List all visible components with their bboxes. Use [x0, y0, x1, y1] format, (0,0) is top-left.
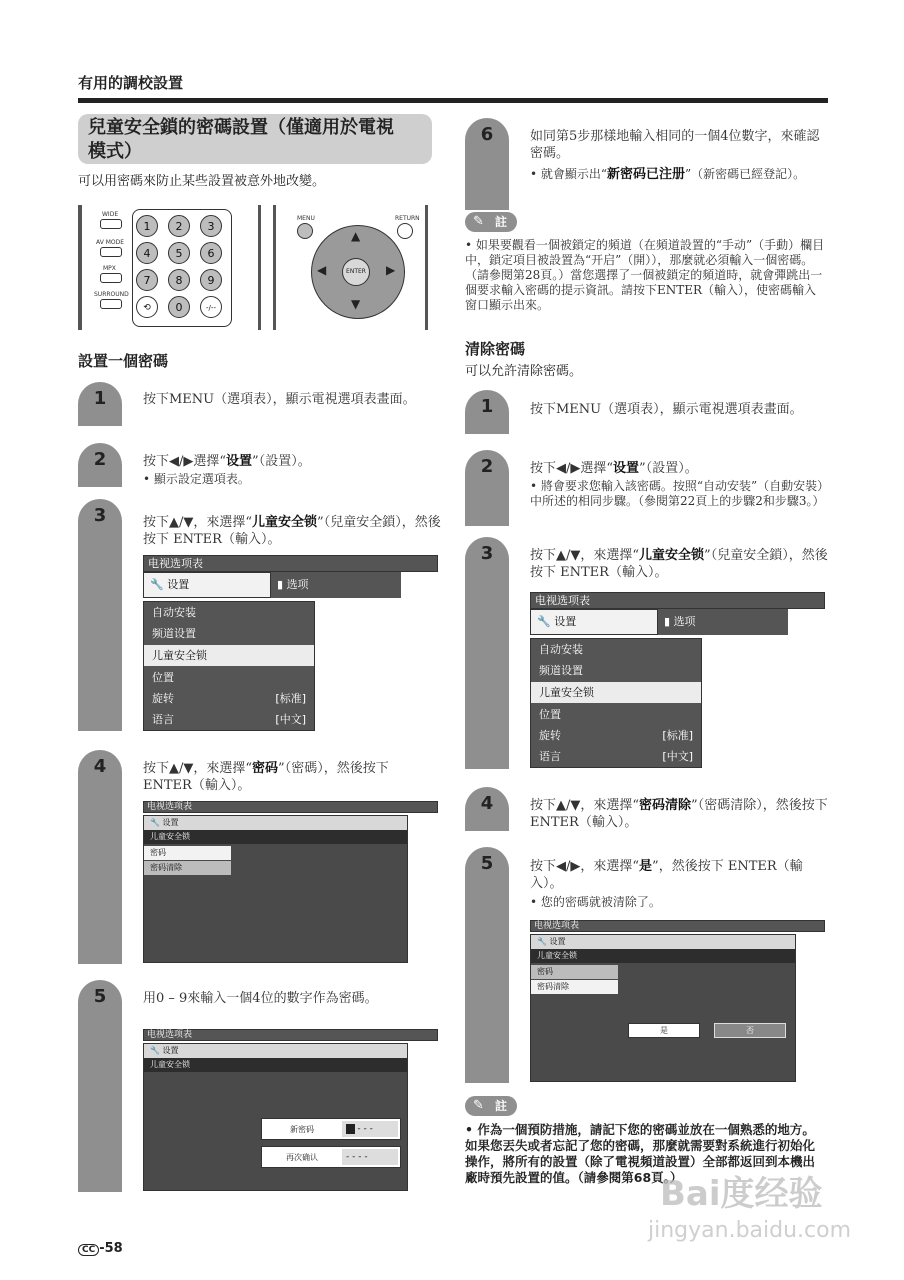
no-button[interactable]: 否: [714, 1023, 786, 1038]
step-text: 如同第5步那樣地輸入相同的一個4位數字，來確認密碼。: [530, 129, 820, 161]
av-mode-label: AV MODE: [96, 239, 125, 246]
remote-edge: [258, 205, 261, 330]
child-lock-row: 儿童安全锁: [144, 830, 407, 844]
menu-title: 电视选项表: [143, 555, 438, 572]
menu-item[interactable]: 位置: [152, 671, 174, 684]
menu-label: MENU: [297, 215, 315, 222]
key-7[interactable]: 7: [136, 269, 158, 291]
paperclip-icon: ✎: [473, 1098, 484, 1113]
clear-password-panel: [530, 934, 796, 1082]
left-arrow-icon[interactable]: ◀: [317, 263, 327, 277]
step-number: 1: [480, 396, 494, 417]
step-bullet: • 將會要求您輸入該密碼。按照“自动安装”（自動安裝）中所述的相同步驟。（參閱第22頁上的步驟2和步驟3。）: [530, 479, 825, 508]
step-text: 按下◀/▶，來選擇“是”，然後按下 ENTER（輸入）。: [530, 859, 803, 891]
right-arrow-icon[interactable]: ▶: [386, 263, 396, 277]
section-header: 有用的調校設置: [78, 74, 184, 92]
menu-item[interactable]: 频道设置: [152, 627, 196, 640]
step-number: 4: [480, 793, 494, 814]
menu-item[interactable]: 旋转 [标准]: [539, 729, 693, 742]
step-bar: [465, 787, 509, 831]
step-text: 按下MENU（選項表），顯示電視選項表畫面。: [143, 392, 416, 407]
setup-row: 🔧 设置: [531, 935, 795, 949]
cc-badge: CC: [78, 1244, 99, 1256]
menu-title: 电视选项表: [530, 920, 825, 932]
step-bar: [465, 847, 509, 1083]
intro-text: 可以用密碼來防止某些設置被意外地改變。: [78, 174, 326, 189]
menu-title: 电视选项表: [143, 801, 438, 813]
tab-option[interactable]: ▮ 选项: [658, 609, 788, 635]
menu-item-selected[interactable]: 儿童安全锁: [531, 682, 701, 703]
header-rule: [78, 98, 828, 103]
step-text: 按下MENU（選項表），顯示電視選項表畫面。: [530, 402, 803, 417]
option-icon: ▮: [664, 615, 671, 628]
step-number: 5: [480, 853, 494, 874]
menu-title: 电视选项表: [143, 1029, 438, 1041]
tab-setup[interactable]: 🔧 设置: [530, 609, 658, 635]
page-title: [78, 114, 432, 164]
title-line-2: 模式）: [88, 141, 142, 162]
tab-option[interactable]: ▮ 选项: [271, 572, 401, 598]
menu-item[interactable]: 自动安装: [539, 643, 583, 656]
tab-setup[interactable]: 🔧 设置: [143, 572, 271, 598]
step-text: 按下◀/▶選擇“设置”（設置）。: [530, 461, 698, 476]
step-bar: [465, 450, 509, 526]
menu-item[interactable]: 旋转 [标准]: [152, 692, 306, 705]
password-entry-panel: [143, 1043, 408, 1191]
key-5[interactable]: 5: [168, 242, 190, 264]
step-text: 用0 – 9來輸入一個4位的數字作為密碼。: [143, 991, 378, 1006]
step-number: 3: [480, 543, 494, 564]
section-heading-clear-password: 清除密碼: [465, 340, 526, 358]
menu-item-selected[interactable]: 儿童安全锁: [144, 645, 314, 666]
key-4[interactable]: 4: [136, 242, 158, 264]
key-2[interactable]: 2: [168, 215, 190, 237]
note-badge: ✎ 註: [465, 1096, 517, 1116]
setup-menu-list: [143, 601, 315, 731]
clear-password-option[interactable]: 密码清除: [144, 861, 231, 875]
section-subtext: 可以允許清除密碼。: [465, 364, 583, 379]
menu-item[interactable]: 频道设置: [539, 664, 583, 677]
surround-button[interactable]: [100, 299, 122, 309]
menu-item[interactable]: 语言 [中文]: [539, 750, 693, 763]
page-number: CC -58: [78, 1241, 123, 1256]
setup-menu-list: [530, 638, 702, 768]
child-lock-row: 儿童安全锁: [531, 949, 795, 963]
remote-edge: [273, 205, 276, 330]
paperclip-icon: ✎: [473, 214, 484, 229]
step-number: 1: [93, 388, 107, 409]
step-text: 按下▲/▼，來選擇“儿童安全锁”（兒童安全鎖），然後按下 ENTER（輸入）。: [143, 515, 441, 547]
mpx-button[interactable]: [100, 273, 122, 283]
menu-item[interactable]: 位置: [539, 708, 561, 721]
new-password-row: [261, 1118, 401, 1140]
enter-button[interactable]: ENTER: [342, 258, 370, 286]
av-mode-button[interactable]: [100, 247, 122, 257]
new-password-label: 新密码: [290, 1125, 314, 1134]
step-number: 2: [93, 449, 107, 470]
key-9[interactable]: 9: [200, 269, 222, 291]
confirm-password-row: [261, 1146, 401, 1168]
watermark-logo: Bai度经验: [660, 1174, 823, 1214]
menu-title: 电视选项表: [530, 592, 825, 609]
step-bar: [465, 537, 509, 769]
remote-edge: [425, 205, 428, 330]
confirm-password-input[interactable]: - - - -: [342, 1149, 398, 1165]
step-bullet: • 就會顯示出“新密码已注册”（新密碼已經登記）。: [530, 167, 806, 182]
remote-right-panel: [273, 205, 433, 330]
step-text: 按下▲/▼，來選擇“儿童安全锁”（兒童安全鎖），然後按下 ENTER（輸入）。: [530, 548, 828, 580]
password-option[interactable]: 密码: [144, 846, 231, 860]
key-0[interactable]: 0: [168, 296, 190, 318]
step-bar: [78, 382, 122, 426]
menu-item[interactable]: 语言 [中文]: [152, 713, 306, 726]
section-heading-set-password: 設置一個密碼: [78, 352, 169, 370]
step-number: 5: [93, 986, 107, 1007]
wide-label: WIDE: [102, 211, 119, 218]
clear-password-option[interactable]: 密码清除: [531, 980, 618, 994]
return-label: RETURN: [395, 215, 420, 222]
key-6[interactable]: 6: [200, 242, 222, 264]
watermark-url: jingyan.baidu.com: [648, 1218, 852, 1243]
down-arrow-icon[interactable]: ▼: [351, 297, 361, 311]
flashback-key[interactable]: ⟲: [136, 296, 158, 318]
step-bar: [78, 750, 122, 964]
remote-edge: [78, 205, 82, 330]
mpx-label: MPX: [103, 265, 116, 272]
setup-row: 🔧 设置: [144, 816, 407, 830]
confirm-password-label: 再次确认: [286, 1153, 318, 1162]
note-badge: ✎ 註: [465, 212, 517, 232]
remote-icon: 🔧: [537, 615, 551, 628]
step-bar: [78, 443, 122, 487]
menu-button[interactable]: [297, 223, 313, 239]
step-bar: [78, 499, 122, 731]
remote-left-panel: [78, 205, 263, 330]
step-bar: [78, 980, 122, 1192]
step-bullet: • 顯示設定選項表。: [143, 472, 250, 486]
step-number: 6: [480, 124, 494, 145]
remote-illustration: [78, 205, 433, 330]
key-8[interactable]: 8: [168, 269, 190, 291]
dash-key[interactable]: -/--: [200, 296, 222, 318]
step-bar: [465, 390, 509, 434]
note-text: • 如果要觀看一個被鎖定的頻道（在頻道設置的“手动”（手動）欄目中，鎖定項目被設置為“开启”（開）），那麼就必須輸入一個密碼。（請參閱第28頁。）當您選擇了一個被鎖定的頻道時，就會彈跳出一個要求輸入密碼的提示資訊。請按下ENTER（輸入），使密碼輸入窗口顯示出來。: [465, 238, 825, 312]
step-bar: [465, 118, 509, 210]
password-option[interactable]: 密码: [531, 965, 618, 979]
step-number: 4: [93, 756, 107, 777]
child-lock-row: 儿童安全锁: [144, 1058, 407, 1072]
note-text: • 作為一個預防措施，請記下您的密碼並放在一個熟悉的地方。如果您丟失或者忘記了您的密碼，那麼就需要對系統進行初始化操作，將所有的設置（除了電視頻道設置）全部都返回到本機出廠時預先設置的值。（請參閱第68頁。）: [465, 1122, 816, 1185]
yes-button[interactable]: 是: [628, 1023, 700, 1038]
surround-label: SURROUND: [94, 291, 129, 298]
remote-icon: 🔧: [150, 578, 164, 591]
new-password-input[interactable]: ■ - - -: [342, 1121, 398, 1137]
step-number: 2: [480, 456, 494, 477]
step-text: 按下▲/▼，來選擇“密码”（密碼），然後按下 ENTER（輸入）。: [143, 761, 389, 793]
key-3[interactable]: 3: [200, 215, 222, 237]
title-line-1: 兒童安全鎖的密碼設置（僅適用於電視: [88, 117, 394, 138]
step-text: 按下◀/▶選擇“设置”（設置）。: [143, 454, 311, 469]
step-bullet: • 您的密碼就被清除了。: [530, 895, 661, 909]
step-number: 3: [93, 505, 107, 526]
setup-row: 🔧 设置: [144, 1044, 407, 1058]
option-icon: ▮: [277, 578, 284, 591]
return-button[interactable]: [397, 223, 413, 239]
step-text: 按下▲/▼，來選擇“密码清除”（密碼清除），然後按下 ENTER（輸入）。: [530, 798, 828, 830]
up-arrow-icon[interactable]: ▲: [351, 229, 361, 243]
menu-item[interactable]: 自动安装: [152, 606, 196, 619]
child-lock-panel: [143, 815, 408, 963]
key-1[interactable]: 1: [136, 215, 158, 237]
wide-button[interactable]: [100, 219, 122, 229]
